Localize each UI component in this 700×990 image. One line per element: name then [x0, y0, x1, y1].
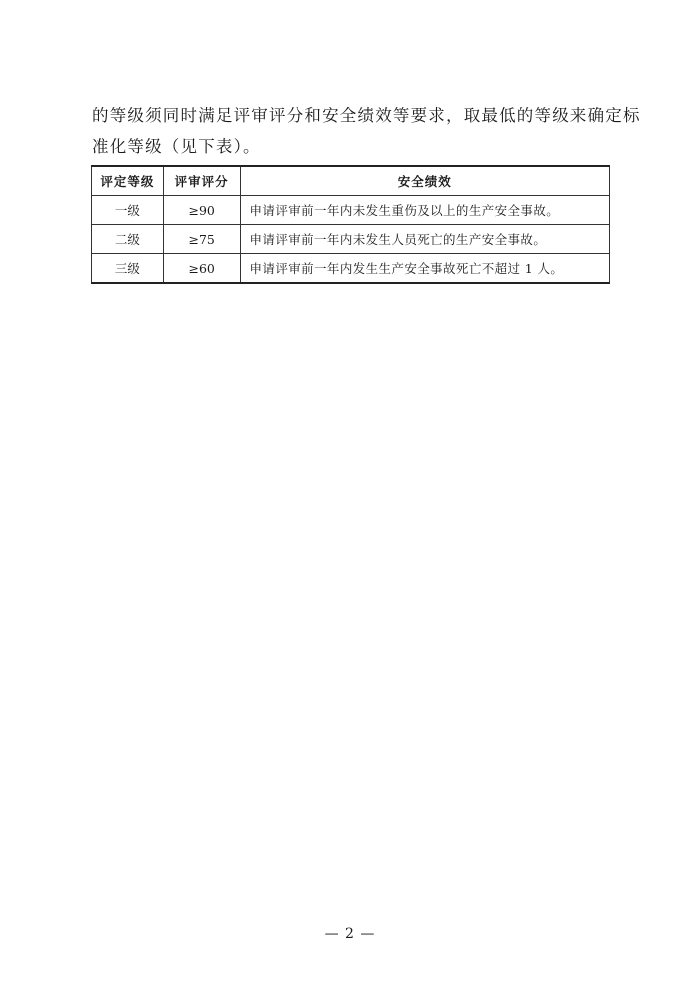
header-safety-performance: 安全绩效 — [240, 166, 609, 196]
body-paragraph — [92, 100, 641, 162]
cell-safety-performance: 申请评审前一年内未发生人员死亡的生产安全事故。 — [240, 225, 609, 254]
cell-grade: 三级 — [92, 254, 164, 284]
cell-score: ≥90 — [163, 196, 240, 225]
paragraph-line-2: 准化等级（见下表）。 — [92, 137, 261, 156]
cell-safety-performance: 申请评审前一年内发生生产安全事故死亡不超过 1 人。 — [240, 254, 609, 284]
header-grade: 评定等级 — [92, 166, 164, 196]
table-row — [92, 196, 610, 225]
cell-score: ≥60 — [163, 254, 240, 284]
header-score: 评审评分 — [163, 166, 240, 196]
grade-table — [91, 165, 610, 284]
cell-safety-performance: 申请评审前一年内未发生重伤及以上的生产安全事故。 — [240, 196, 609, 225]
cell-grade: 一级 — [92, 196, 164, 225]
paragraph-line-1: 的等级须同时满足评审评分和安全绩效等要求，取最低的等级来确定标 — [92, 106, 641, 125]
cell-score: ≥75 — [163, 225, 240, 254]
page-number: — 2 — — [324, 926, 376, 942]
table-row — [92, 254, 610, 284]
table-header-row — [92, 166, 610, 196]
table-row — [92, 225, 610, 254]
cell-grade: 二级 — [92, 225, 164, 254]
